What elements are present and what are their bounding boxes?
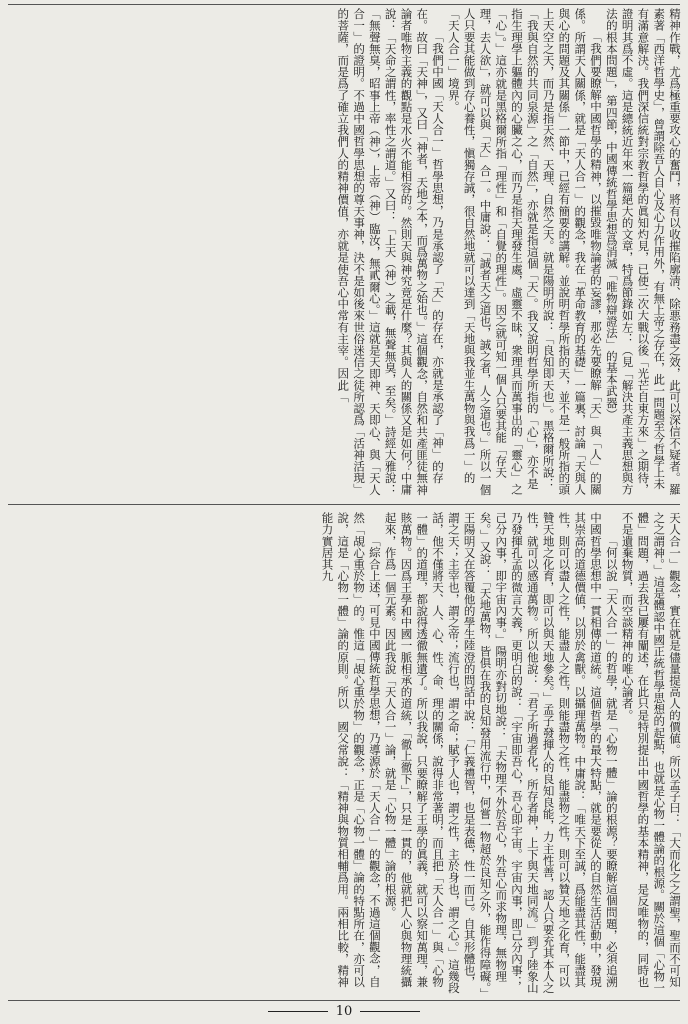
paragraph: 「我們要瞭解中國哲學的精神，以摧毀唯物論者的妄謬，那必先要瞭解「天」與「人」的關係。所謂天人關係，就是「天人合一」的觀念，我在「革命教育的基礎」一篇裏，討論「天與人與心的問題及其關係」一節中，已經有簡要的講解。並說明哲學所指的天，並不是一般所指的頭上天空之天，而乃是指天然、天理、自然之天。就是陽明所說：「良知即天也」。黑格爾所說：「我與自然的共同泉源」之「自然」，亦就是指這個「天」。我又說明哲學所指的「心」，亦不是指生理學上軀體內的心臟之心，而乃是指天理發生處，虛靈不昧，衆理具而萬事出的「靈心」之「心」。」這亦就是黑格爾所指「理性」和「自覺的理性」。因之就可知一個人只要其能「存天理，去人欲」，就可以與「天」合一。中庸說：「誠者天之道也，誠之者，人之道也。」所以一個人只要其能做到存心養性，愼獨存誠，很自然地就可以達到「天地與我並生萬物與我爲一」的「天人合一」境界。 — [446, 8, 604, 496]
lower-text-block — [6, 512, 682, 996]
folio-dash-right — [360, 1011, 420, 1012]
page-number-footer — [0, 1004, 688, 1019]
paragraph: 「綜合上述，可見中國傳統哲學思想，乃導源於「天人合一」的觀念，不過這個觀念，自然「覘心重於物」的。惟這「覘心重於物」的觀念，正是「心物一體」論的特點所在，亦可以說，這是「心物一體」論的原則。所以 國父常說：「精神與物質相輔爲用。兩相比較，精神能力實居其九 — [320, 512, 382, 988]
paragraph: 「何以說「天人合一」的哲學，就是「心物一體」論的根源？要瞭解這個問題，必須追溯中國哲學思想中一貫相傳的道統。這個哲學的最大特點，就是要從人的自然生活活動中，發現其崇高的道德價値，以別於禽獸。以攝理萬物。中庸說：「唯天下至誠，爲能盡其性，能盡其性，則可以盡人之性，能盡人之性，則能盡物之性，能盡物之性，則可以贊天地之化育，可以贊天地之化育，即可以與天地參矣。」孟子發揮人的良知良能，力主性善，認人只要充其本人之性，就可以感通萬物。所以他說：「君子所過者化，所存者神，上下與天地同流。」到了陸象山乃發揮孔孟的微言大義，更明白的說：「宇宙即吾心，吾心即宇宙。宇宙內事，即己分內事；己分內事，即宇宙內事。」陽明亦對切地說：「夫物理不外於吾心，外吾心而求物理，無物理矣。」又說：「天地萬物，皆俱在我的良知發用流行中，何嘗一物超於良知之外，能作得障礙。」王陽明又在答覆他的學生陸澄的問話中說：「仁義禮智，也是表德，性一而已。自其形體也，謂之天；主宰也，謂之帝；流行也，謂之命；賦予人也，謂之性，主於身也，謂之心。」這幾段話，他不僅將天、人、心、性、命、理的關係，說得非常著明，而且把「天人合一」與「心物一體」的道理，都說得透徹無遺了。所以我說，只要瞭解了王學的眞義，就可以察知萬理，兼賅萬物。因爲王學和中國一脈相承的道統，「徹上徹下」，只是一貫的，他就把人心與物理統攝起來，作爲一個元素。因此我說「天人合一」論，就是「心物一體」論的根源。 — [383, 512, 619, 994]
upper-text-block — [6, 8, 682, 498]
paragraph: 「我們中國「天人合一」哲學思想，乃是承認了「天」的存在，亦就是承認了「神」的存在。故曰「天神」，又曰「神者，天地之本，而爲萬物之始也。」這個觀念，自然和共產匪徒無神論者唯物主義的觀點是水火不能相容的。然則天與神究竟是什麼？其與人的關係又是如何？中庸說：「天命之謂性，率性之謂道。」又曰：「上天（神）之載，無聲無臭，至矣。」詩經大雅說：「無聲無臭，昭事上帝（神），上帝（神）臨汝，無貳爾心。」這就是天即神、天即心、與「天人合一」的證明。不過中國哲學思想的尊天事神，決不是如後來世俗迷信之徒所認爲「活神活現」的菩薩，而是爲了確立我們人的精神價值，亦就是使吾心中常有主宰。因此「 — [336, 8, 446, 496]
paragraph: 精神作戰，尤爲極重要攻心的奮鬥，將有以收摧陷廓淸、除悪務盡之效，此可以深信不疑者。羅素著「西洋哲學史」，曾謂除吾人自心及心力作用外，有無上帝之存在，此一問題至今哲學上未有滿意解決。我們深信統對宗教哲學的眞知灼見，已使二次大戰以後「光芒自東方來」之期待，證明其爲不虛。這是總統近年來一篇絕大的文章，特爲節錄如左：（見「解決共產主義思想與方法的根本問題」，第四節，中國傳統哲學思想爲消滅「唯物辯證法」的基本武器） — [604, 8, 682, 496]
middle-rule — [8, 504, 680, 505]
top-rule — [8, 4, 680, 5]
page-number: 10 — [335, 1004, 353, 1019]
folio-dash-left — [268, 1011, 328, 1012]
bottom-rule — [8, 1000, 680, 1001]
paragraph: 天人合一」觀念，實在就是儘量提高人的價値。所以孟子曰：「大而化之之謂聖，聖而不可知之之謂神。」這是體認中國正統哲學思想的起點，也就是心物一體論的根源。關於這個「心物一體」問題，過去我已屢有闡述，在此只是特別提出中國哲學的基本精神，是反唯物的，同時也不是遺棄物質，而空談精神的唯心論者。 — [620, 512, 682, 994]
